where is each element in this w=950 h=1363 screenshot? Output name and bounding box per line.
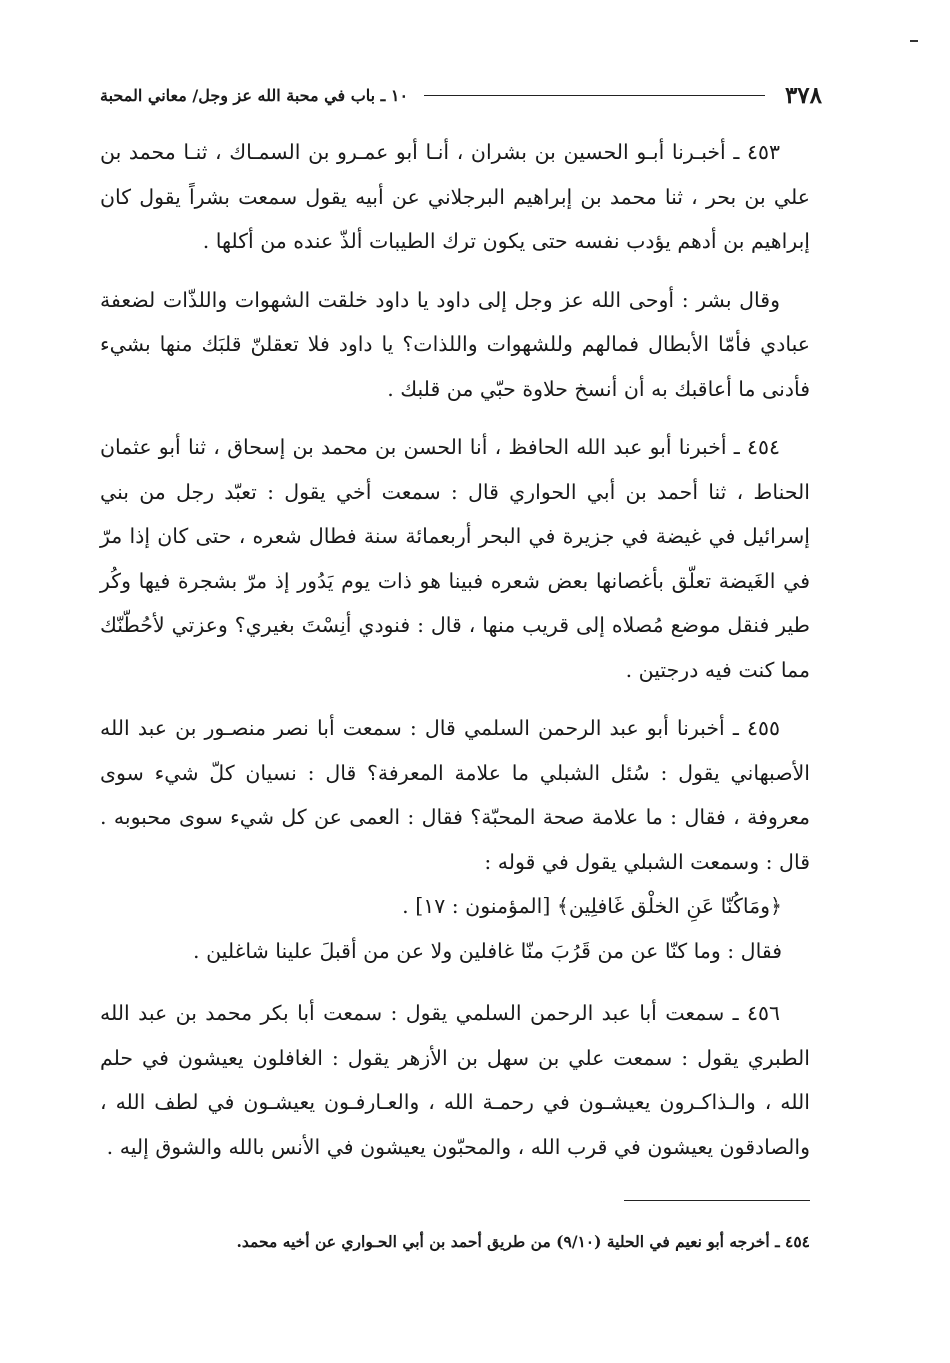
paragraph-455 xyxy=(100,706,810,884)
paragraph-text: ٤٥٣ ـ أخبـرنا أبـو الحسين بن بشران ، أنـا أبو عمـرو بن السمـاك ، ثنـا محمد بن علي بن بحر ، ثنا محمد بن إبراهيم البرجلاني عن أبيه يقول سمعت بشراً يقول كان إبراهيم بن أدهم يؤدب نفسه حتى يكون ترك الطيبات ألذّ عنده من أكلها . xyxy=(100,140,810,253)
running-title: ١٠ ـ باب في محبة الله عز وجل/ معاني المحبة xyxy=(100,85,409,105)
footnote-rule xyxy=(624,1200,810,1201)
quran-verse xyxy=(100,884,810,929)
paragraph-shibli-reply xyxy=(100,929,810,974)
verse-text: ﴿ومَاكُنّا عَنِ الخلْق غَافلِين﴾ [المؤمنون : ١٧] . xyxy=(402,894,782,918)
paragraph-bishr-saying xyxy=(100,278,810,412)
paragraph-text: وقال بشر : أوحى الله عز وجل إلى داود يا داود خلقت الشهوات واللذّات لضعفة عبادي فأمّا الأبطال فمالهم وللشهوات واللذات؟ يا داود فلا تعقلنّ قلبَك منها بشيء فأدنى ما أعاقبك به أن أنسخ حلاوة حبّي من قلبك . xyxy=(100,287,810,401)
header-rule xyxy=(424,95,765,96)
margin-dash xyxy=(910,40,918,42)
paragraph-text: ٤٥٤ ـ أخبرنا أبو عبد الله الحافظ ، أنا الحسن بن محمد بن إسحاق ، ثنا أبو عثمان الحناط ، ثنا أحمد بن أبي الحواري قال : سمعت أخي يقول : تعبّد رجل من بني إسرائيل في غيضة في جزيرة في البحر أربعمائة سنة فطال شعره ، حتى كان إذا مرّ في الغَيضة تعلّق بأغصانها بعض شعره فبينا هو ذات يوم يَدُور إذ مرّ بشجرة فيها وكُر طير فنقل موضع مُصلاه إلى قريب منها ، قال : فنودي أنِسْتَ بغيري؟ وعزتي لأحُطّنّك مما كنت فيه درجتين . xyxy=(100,435,810,682)
paragraph-453 xyxy=(100,130,810,264)
main-text xyxy=(100,130,810,1183)
page-number: ٣٧٨ xyxy=(784,81,822,109)
paragraph-text: فقال : وما كنّا عن من قَرُبَ منّا غافلين ولا عن من أقبلَ علينا شاغلين . xyxy=(193,938,782,963)
paragraph-text: ٤٥٦ ـ سمعت أبا عبد الرحمن السلمي يقول : سمعت أبا بكر محمد بن عبد الله الطبري يقول : سمعت علي بن سهل بن الأزهر يقول : الغافلون يعيشون في حلم الله ، والـذاكـرون يعيشـون في رحمـة الله ، والعـارفـون يعيشـون في لطف الله ، والصادقون يعيشون في قرب الله ، والمحبّون يعيشون في الأنس بالله والشوق إليه . xyxy=(100,1001,810,1159)
paragraph-454 xyxy=(100,425,810,692)
page-header xyxy=(100,80,822,110)
paragraph-456 xyxy=(100,991,810,1169)
paragraph-text: ٤٥٥ ـ أخبرنا أبو عبد الرحمن السلمي قال : سمعت أبا نصر منصـور بن عبد الله الأصبهاني يقول : سُئل الشبلي ما علامة المعرفة؟ قال : نسيان كلّ شيء سوى معروفة ، فقال : ما علامة صحة المحبّة؟ فقال : العمى عن كل شيء سوى محبوبه . قال : وسمعت الشبلي يقول في قوله : xyxy=(100,716,810,874)
footnote: ٤٥٤ ـ أخرجه أبو نعيم في الحلية (٩/١٠) من طريق أحمد بن أبي الحـواري عن أخيه محمد. xyxy=(236,1232,810,1251)
